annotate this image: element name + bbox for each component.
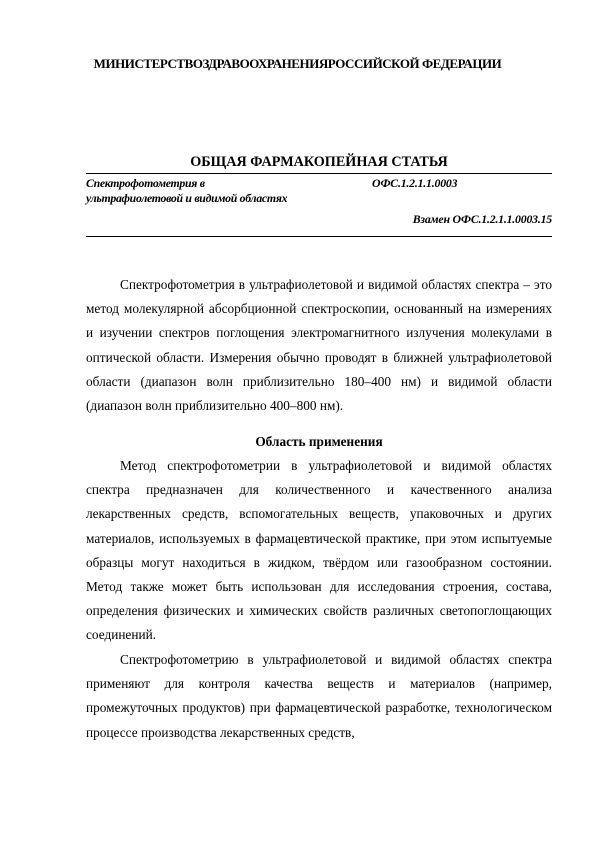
- header-divider-top: [86, 173, 552, 174]
- intro-paragraph: [86, 273, 552, 418]
- monograph-title: [86, 176, 356, 206]
- scope-paragraph-1-text: Метод спектрофотометрии в ультрафиолетовой и видимой областях спектра предназначен для количественного и качественного анализа лекарственных средств, вспомогательных веществ, упаковочных и других материалов, используемых в фармацевтической практике, при этом испытуемые образцы могут находиться в жидком, твёрдом или газообразном состоянии. Метод также может быть использован для исследования строения, состава, определения физических и химических свойств различных светопоглощающих соединений.: [86, 458, 552, 643]
- section-heading-scope: Область применения: [255, 434, 383, 449]
- document-type-heading: ОБЩАЯ ФАРМАКОПЕЙНАЯ СТАТЬЯ: [190, 154, 448, 170]
- scope-paragraph-1: [86, 454, 552, 648]
- replaces-code: Взамен ОФС.1.2.1.1.0003.15: [412, 212, 552, 226]
- monograph-code: ОФС.1.2.1.1.0003: [372, 176, 458, 190]
- scope-paragraph-2-text: Спектрофотометрию в ультрафиолетовой и видимой областях спектра применяют для контроля качества веществ и материалов (например, промежуточных продуктов) при фармацевтической разработке, технологическом процессе производства лекарственных средств,: [86, 652, 552, 740]
- ministry-title: МИНИСТЕРСТВОЗДРАВООХРАНЕНИЯРОССИЙСКОЙ ФЕДЕРАЦИИ: [93, 56, 502, 71]
- intro-paragraph-text: Спектрофотометрия в ультрафиолетовой и видимой областях спектра – это метод молекулярной абсорбционной спектроскопии, основанный на измерениях и изучении спектров поглощения электромагнитного излучения молекулами в оптической области. Измерения обычно проводят в ближней ультрафиолетовой области (диапазон волн приблизительно 180–400 нм) и видимой области (диапазон волн приблизительно 400–800 нм).: [86, 277, 552, 414]
- monograph-title-line-2: ультрафиолетовой и видимой областях: [86, 191, 288, 205]
- scope-paragraph-2: [86, 648, 552, 745]
- monograph-title-line-1: Спектрофотометрия в: [86, 176, 205, 190]
- header-divider-bottom: [86, 236, 552, 237]
